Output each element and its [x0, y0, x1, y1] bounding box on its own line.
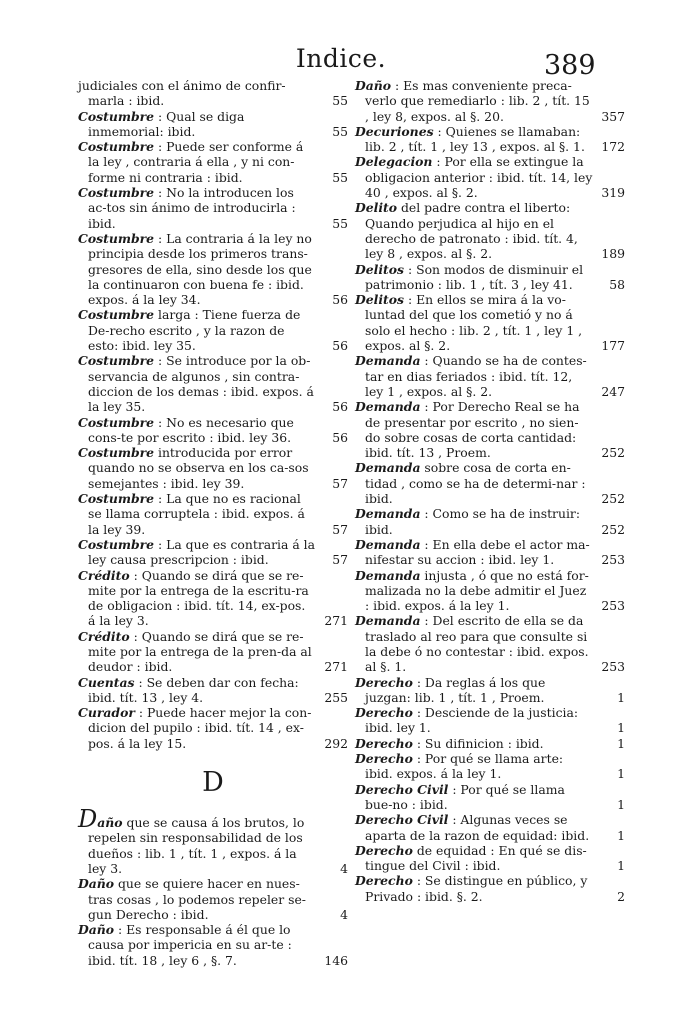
entry-text: : Puede ser conforme á la ley , contraria á ella , y ni con-forme ni contraria : ibid.: [88, 139, 304, 185]
entry-term: Derecho Civil: [355, 781, 449, 797]
entry-page-ref: 1: [617, 689, 625, 705]
entry-page-ref: 56: [332, 292, 348, 308]
entry-text: judiciales con el ánimo de confir-marla : ibid.: [78, 78, 286, 109]
index-entry: [78, 537, 348, 568]
index-entry: [355, 843, 625, 874]
entry-term: Curador: [78, 705, 135, 721]
entry-text: : Por qué se llama arte: ibid. expos. á la ley 1.: [365, 751, 564, 782]
entry-text: : Desciende de la justicia: ibid. ley 1.: [365, 705, 579, 736]
entry-term: Demanda: [355, 353, 421, 369]
entry-text: : Quando se ha de contes-tar en dias feriados : ibid. tít. 12, ley 1 , expos. al §. 2.: [365, 353, 587, 399]
index-entry: [355, 292, 625, 353]
index-entry: [355, 751, 625, 782]
entry-page-ref: 1: [617, 827, 625, 843]
entry-text: del padre contra el liberto: Quando perjudica al hijo en el derecho de patronato : ibid. tít. 4, ley 8 , expos. al §. 2.: [365, 200, 578, 262]
index-entry: [78, 415, 348, 446]
index-entry: [355, 705, 625, 736]
left-entries-after: [78, 805, 348, 968]
entry-text: : En ellos se mira á la vo-luntad del que los cometió y no á solo el hecho : lib. 2 , tít. 1 , ley 1 , expos. al §. 2.: [365, 292, 583, 354]
entry-term: Demanda: [355, 536, 421, 552]
entry-text: : Del escrito de ella se da traslado al reo para que consulte si la debe ó no contestar : ibid. expos. al §. 1.: [365, 613, 589, 675]
entry-term: Demanda: [355, 567, 421, 583]
entry-text: : Es responsable á él que lo causa por impericia en su ar-te : ibid. tít. 18 , ley 6 , §. 7.: [88, 922, 292, 968]
entry-text: : Quienes se llamaban: lib. 2 , tít. 1 , ley 13 , expos. al §. 1.: [365, 123, 585, 155]
index-entry: [78, 922, 348, 968]
entry-page-ref: 1: [617, 858, 625, 874]
entry-page-ref: 252: [601, 521, 625, 537]
entry-term: Daño: [78, 922, 115, 938]
index-entry: [78, 78, 348, 109]
entry-page-ref: 319: [601, 185, 625, 201]
entry-page-ref: 56: [332, 338, 348, 354]
entry-page-ref: 1: [617, 720, 625, 736]
index-entry: [355, 873, 625, 904]
index-entry: [355, 353, 625, 399]
page-title: Indice.: [295, 44, 387, 73]
entry-text: : Por ella se extingue la obligacion anterior : ibid. tít. 14, ley 40 , expos. al §. 2.: [365, 154, 593, 201]
entry-page-ref: 271: [324, 659, 348, 675]
index-entry: [355, 154, 625, 200]
entry-text: : Da reglas á los que juzgan: lib. 1 , tít. 1 , Proem.: [365, 674, 546, 705]
index-entry: [78, 185, 348, 231]
entry-page-ref: 4: [340, 860, 348, 876]
entry-text: : La contraria á la ley no principia desde los primeros trans-gresores de ella, sino desde los que la continuaron con buena fe : ibid. expos. á la ley 34.: [88, 230, 312, 308]
entry-text: : Algunas veces se aparta de la razon de equidad: ibid.: [365, 812, 590, 843]
entry-term: Demanda: [355, 506, 421, 522]
entry-text: : La que no es racional se llama corruptela : ibid. expos. á la ley 39.: [88, 491, 305, 537]
entry-page-ref: 58: [609, 276, 625, 292]
index-entry: [355, 736, 625, 751]
page-number: 389: [544, 50, 596, 81]
entry-text: : No es necesario que cons-te por escrito : ibid. ley 36.: [88, 414, 294, 445]
entry-page-ref: 253: [601, 552, 625, 568]
entry-page-ref: 57: [332, 475, 348, 491]
index-entry: [78, 109, 348, 140]
entry-term: Decuriones: [355, 123, 434, 139]
index-entry: [78, 876, 348, 922]
index-entry: [78, 491, 348, 537]
entry-term: Derecho: [355, 873, 413, 889]
entry-page-ref: 271: [324, 613, 348, 629]
entry-page-ref: 146: [324, 952, 348, 968]
entry-page-ref: 357: [601, 108, 625, 124]
index-entry: [78, 139, 348, 185]
entry-term: Daño: [355, 78, 392, 93]
index-entry: [355, 537, 625, 568]
entry-page-ref: 56: [332, 429, 348, 445]
entry-term: Crédito: [78, 567, 130, 583]
entry-page-ref: 247: [601, 383, 625, 399]
entry-page-ref: 252: [601, 491, 625, 507]
entry-page-ref: 2: [617, 888, 625, 904]
left-entries-before: [78, 78, 348, 751]
entry-text: sobre cosa de corta en-tidad , como se ha de determi-nar : ibid.: [365, 460, 586, 507]
section-letter: D: [202, 767, 224, 799]
entry-text: : Son modos de disminuir el patrimonio : lib. 1 , tít. 3 , ley 41.: [365, 261, 584, 292]
entry-page-ref: 189: [601, 246, 625, 262]
entry-page-ref: 55: [332, 215, 348, 231]
entry-term: Costumbre: [78, 445, 155, 461]
dropcap-letter: D: [78, 805, 98, 834]
right-column: [355, 78, 625, 904]
entry-text: injusta , ó que no está for-malizada no la debe admitir el Juez : ibid. expos. á la ley 1.: [365, 567, 589, 614]
entry-page-ref: 253: [601, 659, 625, 675]
entry-page-ref: 177: [601, 338, 625, 354]
entry-text: : No la introducen los ac-tos sin ánimo de introducirla : ibid.: [88, 185, 296, 231]
entry-page-ref: 57: [332, 552, 348, 568]
index-entry: [78, 568, 348, 629]
entry-term: Delitos: [355, 261, 405, 277]
entry-text: : Quando se dirá que se re-mite por la entrega de la escritu-ra de obligacion : ibid. tít. 14, ex-pos. á la ley 3.: [88, 567, 309, 629]
index-entry: [78, 805, 348, 876]
index-entry: [78, 629, 348, 675]
entry-page-ref: 1: [617, 735, 625, 751]
index-entry: [78, 705, 348, 751]
index-entry: [355, 613, 625, 674]
entry-page-ref: 55: [332, 169, 348, 185]
entry-term: Derecho: [355, 705, 413, 721]
entry-text: : Se deben dar con fecha: ibid. tít. 13 , ley 4.: [88, 674, 299, 705]
entry-page-ref: 4: [340, 906, 348, 922]
index-entry: [355, 78, 625, 124]
entry-text: : Su difinicion : ibid.: [416, 735, 544, 751]
entry-term: Costumbre: [78, 230, 155, 246]
entry-term: Derecho Civil: [355, 812, 449, 828]
entry-term: Delito: [355, 200, 398, 216]
index-entry: [355, 812, 625, 843]
index-entry: [355, 262, 625, 293]
entry-text: que se quiere hacer en nues-tras cosas , lo podemos repeler se-gun Derecho : ibid.: [88, 876, 306, 922]
entry-term: Delitos: [355, 292, 405, 308]
entry-term: Costumbre: [78, 307, 155, 323]
entry-text: : Se distingue en público, y Privado : ibid. §. 2.: [365, 873, 588, 904]
entry-page-ref: 255: [324, 689, 348, 705]
entry-term: Costumbre: [78, 108, 155, 124]
entry-page-ref: 253: [601, 598, 625, 614]
entry-term: Costumbre: [78, 491, 155, 507]
entry-term: Derecho: [355, 674, 413, 690]
entry-term: Derecho: [355, 735, 413, 751]
entry-page-ref: 252: [601, 445, 625, 461]
entry-term: Costumbre: [78, 185, 155, 201]
entry-text: de equidad : En qué se dis-tingue del Civil : ibid.: [365, 842, 587, 874]
entry-page-ref: 57: [332, 521, 348, 537]
index-entry: [78, 445, 348, 491]
entry-page-ref: 56: [332, 399, 348, 415]
entry-text: : Quando se dirá que se re-mite por la entrega de la pren-da al deudor : ibid.: [88, 628, 312, 675]
entry-page-ref: 55: [332, 123, 348, 139]
index-entry: [355, 124, 625, 155]
entry-text: : Por Derecho Real se ha de presentar por escrito , no sien-do sobre cosas de corta cantidad: ibid. tít. 13 , Proem.: [365, 399, 580, 461]
entry-term: Demanda: [355, 399, 421, 415]
entry-text: introducida por error quando no se observa en los ca-sos semejantes : ibid. ley 39.: [88, 445, 309, 491]
entry-text: : En ella debe el actor ma-nifestar su accion : ibid. ley 1.: [365, 536, 590, 568]
entry-term: Delegacion: [355, 154, 433, 170]
entry-text: : Puede hacer mejor la con-dicion del pupilo : ibid. tít. 14 , ex-pos. á la ley 15.: [88, 705, 312, 751]
index-entry: [78, 231, 348, 307]
entry-text: : La que es contraria á la ley causa prescripcion : ibid.: [88, 536, 316, 568]
entry-text: : Por qué se llama bue-no : ibid.: [365, 781, 565, 812]
entry-term: Cuentas: [78, 674, 135, 690]
index-entry: [355, 782, 625, 813]
entry-term: Costumbre: [78, 414, 155, 430]
entry-text: que se causa á los brutos, lo repelen sin responsabilidad de los dueños : lib. 1 , tít. 1 , expos. á la ley 3.: [88, 815, 305, 876]
entry-term-rest: año: [97, 815, 123, 831]
entry-term: Demanda: [355, 460, 421, 476]
index-entry: [78, 353, 348, 414]
entry-page-ref: 1: [617, 766, 625, 782]
entry-text: larga : Tiene fuerza de De-recho escrito , y la razon de esto: ibid. ley 35.: [88, 307, 301, 354]
entry-term: Crédito: [78, 628, 130, 644]
entry-term: Demanda: [355, 613, 421, 629]
index-entry: [78, 675, 348, 706]
left-column: [78, 78, 348, 968]
entry-term: Derecho: [355, 842, 413, 858]
entry-text: : Como se ha de instruir: ibid.: [365, 506, 581, 537]
entry-page-ref: 292: [324, 735, 348, 751]
entry-term: Costumbre: [78, 139, 155, 155]
entry-text: : Es mas conveniente preca-verlo que remediarlo : lib. 2 , tít. 15 , ley 8, expos. al §. 20.: [365, 78, 590, 124]
entry-text: : Se introduce por la ob-servancia de algunos , sin contra-diccion de los demas : ibid. expos. á la ley 35.: [88, 353, 314, 415]
entry-text: : Qual se diga inmemorial: ibid.: [88, 108, 245, 139]
index-entry: [355, 506, 625, 537]
index-entry: [355, 200, 625, 261]
entry-page-ref: 172: [601, 139, 625, 155]
index-entry: [355, 675, 625, 706]
index-entry: [355, 399, 625, 460]
entry-page-ref: 1: [617, 796, 625, 812]
entry-term: Daño: [78, 876, 115, 892]
entry-term: Costumbre: [78, 536, 155, 552]
entry-term: Costumbre: [78, 353, 155, 369]
index-entry: [78, 307, 348, 353]
index-entry: [355, 568, 625, 614]
index-entry: [355, 460, 625, 506]
entry-term: Derecho: [355, 751, 413, 767]
entry-page-ref: 55: [332, 93, 348, 109]
